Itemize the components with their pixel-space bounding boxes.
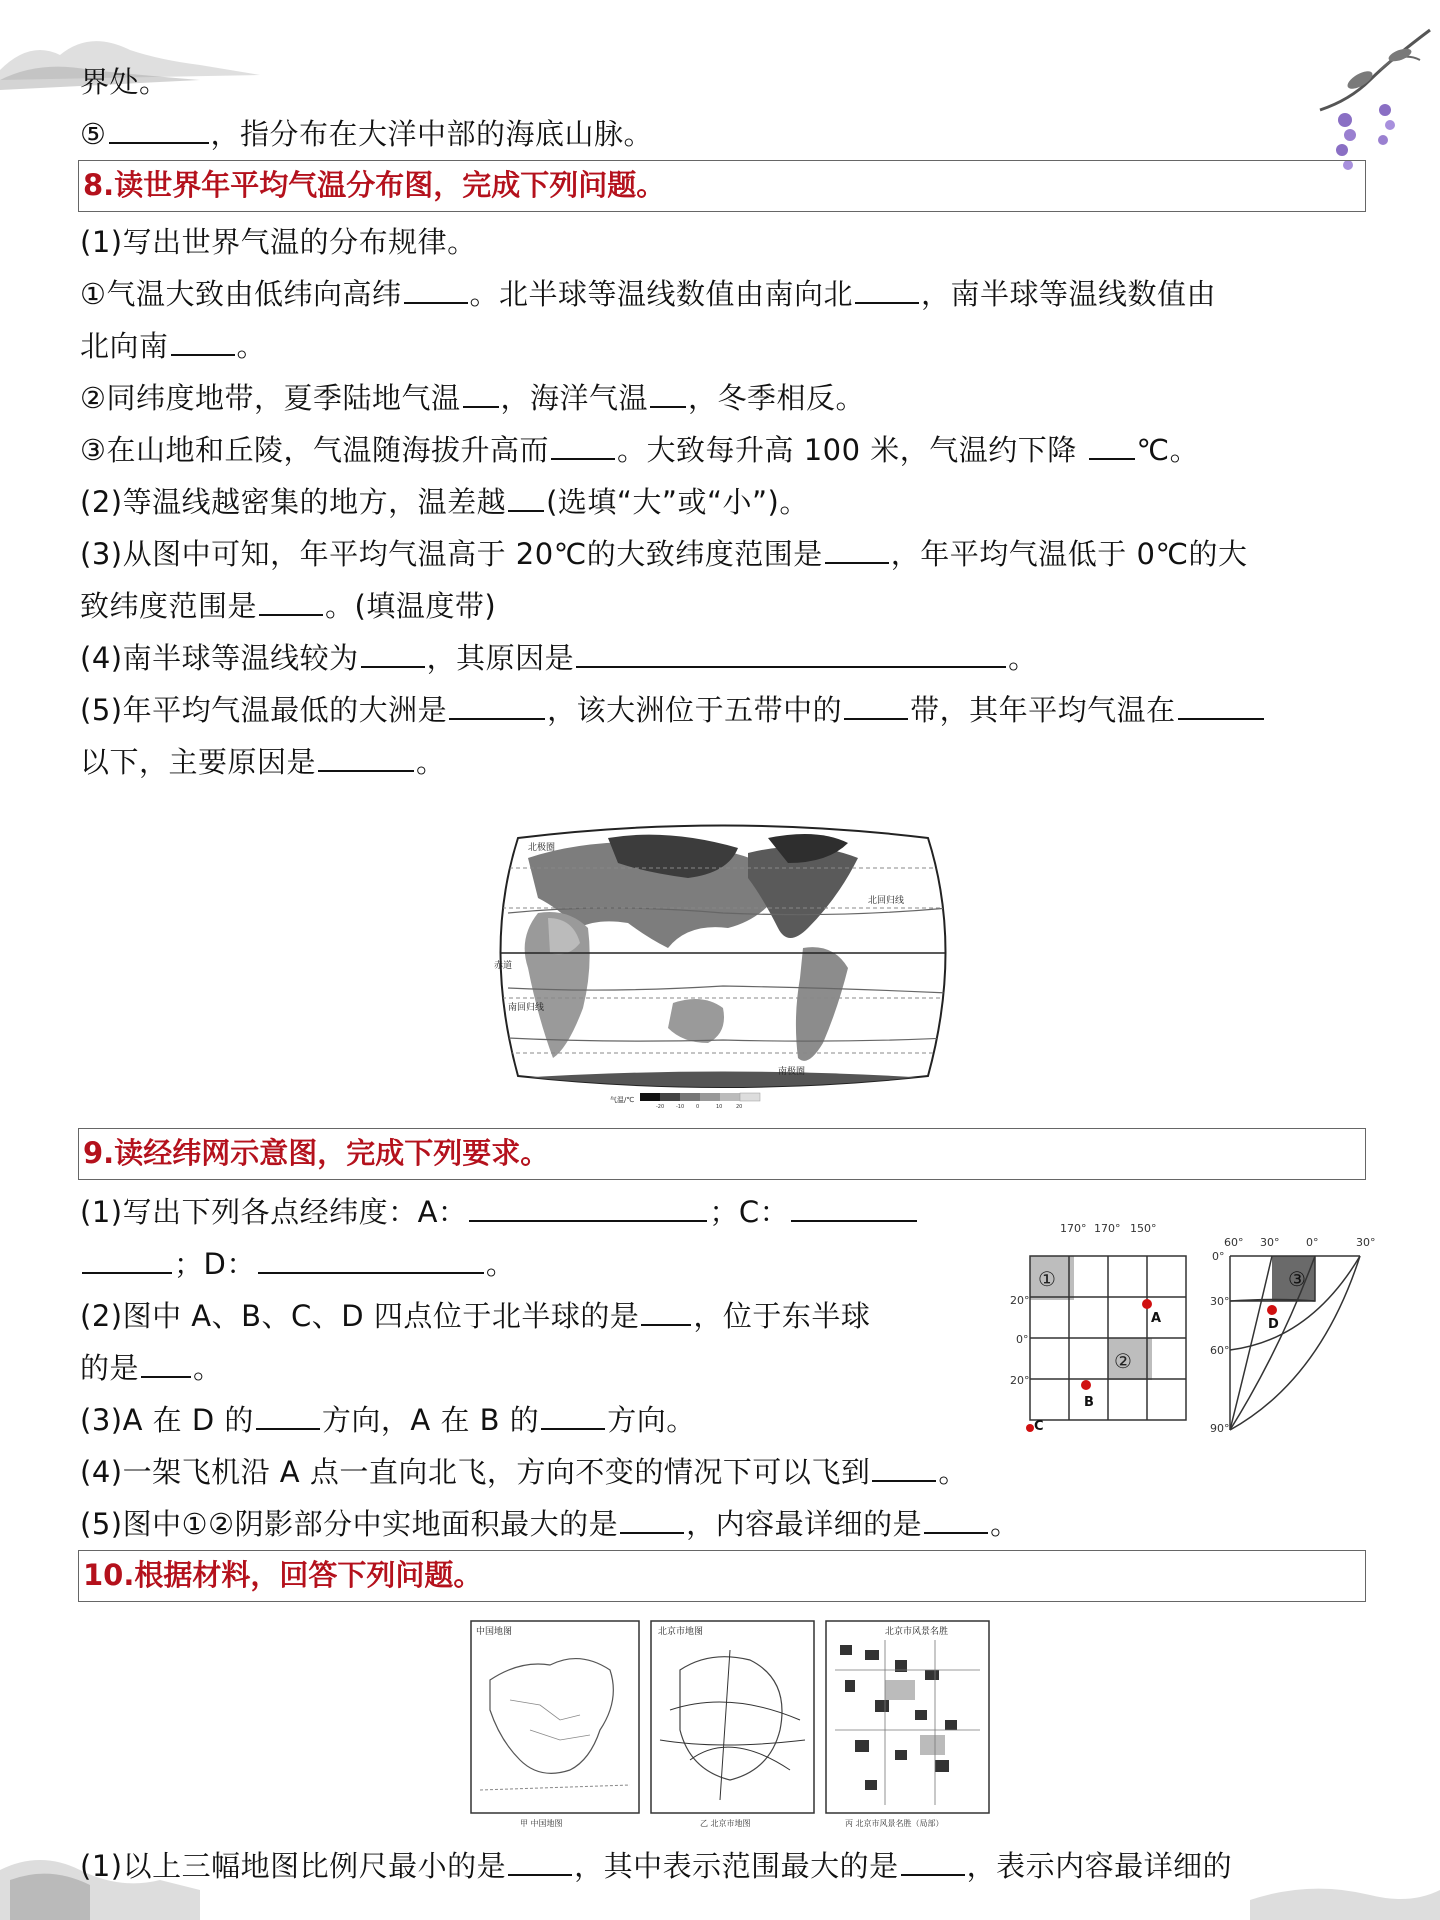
polar-left-label: 60° (1210, 1344, 1230, 1357)
legend-tick: -20 (656, 1104, 665, 1110)
point-d (1267, 1305, 1277, 1315)
blank[interactable] (82, 1246, 172, 1274)
blank[interactable] (844, 692, 908, 720)
point-b-label: B (1084, 1395, 1094, 1410)
q9-part2: (2)图中 A、B、C、D 四点位于北半球的是 ，位于东半球 (80, 1299, 871, 1333)
blank[interactable] (641, 1298, 691, 1326)
blank[interactable] (855, 276, 919, 304)
legend-tick: -10 (676, 1104, 685, 1110)
blank[interactable] (551, 432, 615, 460)
q8-part4: (4)南半球等温线较为 ，其原因是 。 (80, 641, 1038, 675)
q8-part1-a: ①气温大致由低纬向高纬 。北半球等温线数值由南向北 ，南半球等温线数值由 (80, 277, 1217, 311)
point-c-label: C (1034, 1419, 1044, 1434)
blank[interactable] (463, 380, 499, 408)
blank[interactable] (404, 276, 468, 304)
map-header: 北京市地图 (658, 1627, 704, 1637)
q8-part5: (5)年平均气温最低的大洲是 ，该大洲位于五带中的 带，其年平均气温在 (80, 690, 1266, 730)
text-fragment: 界处。 (80, 65, 169, 99)
cell-1-label: ① (1038, 1267, 1056, 1291)
blank[interactable] (256, 1402, 320, 1430)
legend-tick: 10 (716, 1104, 723, 1110)
blank[interactable] (791, 1194, 917, 1222)
ink-bottom-right-decoration (1250, 1840, 1440, 1920)
q9-part1: (1)写出下列各点经纬度：A： ；C： (80, 1192, 919, 1232)
lat-lon-grid-figure (1010, 1218, 1198, 1438)
question-8-title: 8.读世界年平均气温分布图，完成下列问题。 (83, 168, 666, 202)
left-label: 20° (1010, 1294, 1030, 1307)
q8-part1-b: ②同纬度地带，夏季陆地气温 ，海洋气温 ，冬季相反。 (80, 381, 866, 415)
question-10-title: 10.根据材料，回答下列问题。 (83, 1558, 483, 1592)
blank[interactable] (650, 380, 686, 408)
equator-label: 赤道 (494, 961, 513, 971)
q9-part5: (5)图中①②阴影部分中实地面积最大的是 ，内容最详细的是 。 (80, 1507, 1020, 1541)
map-caption: 乙 北京市地图 (700, 1819, 751, 1828)
q8-part1: (1)写出世界气温的分布规律。 (80, 225, 477, 259)
map-header: 北京市风景名胜 (885, 1627, 949, 1637)
q9-part2-cont: 的是 。 (80, 1351, 223, 1385)
q10-part1: (1)以上三幅地图比例尺最小的是 ，其中表示范围最大的是 ，表示内容最详细的 (80, 1849, 1233, 1883)
blank[interactable] (620, 1506, 684, 1534)
world-temperature-map (488, 818, 958, 1108)
polar-top-label: 0° (1306, 1236, 1319, 1249)
point-b (1081, 1380, 1091, 1390)
question-10-header (78, 1550, 1366, 1602)
point-d-label: D (1268, 1317, 1279, 1332)
china-map (470, 1620, 640, 1830)
top-label: 150° (1130, 1222, 1157, 1235)
polar-grid-figure (1210, 1230, 1380, 1440)
question-9-title: 9.读经纬网示意图，完成下列要求。 (83, 1136, 550, 1170)
legend-tick: 20 (736, 1104, 743, 1110)
left-label: 20° (1010, 1374, 1030, 1387)
blank[interactable] (469, 1194, 707, 1222)
q8-part5-cont: 以下，主要原因是 。 (80, 745, 446, 779)
q8-part1-c: ③在山地和丘陵，气温随海拔升高而 。大致每升高 100 米，气温约下降 ℃。 (80, 433, 1200, 467)
blank[interactable] (872, 1454, 936, 1482)
map-caption: 丙 北京市风景名胜（局部） (845, 1819, 944, 1828)
map-caption: 甲 中国地图 (520, 1819, 563, 1828)
blank[interactable] (259, 588, 323, 616)
item-5-line: ⑤ ，指分布在大洋中部的海底山脉。 (80, 117, 654, 151)
blank[interactable] (901, 1848, 965, 1876)
q8-part3: (3)从图中可知，年平均气温高于 20℃的大致纬度范围是 ，年平均气温低于 0℃的大 (80, 537, 1248, 571)
polar-left-label: 90° (1210, 1422, 1230, 1435)
blank[interactable] (449, 692, 545, 720)
blank[interactable] (508, 484, 544, 512)
blank[interactable] (141, 1350, 191, 1378)
q9-part3: (3)A 在 D 的 方向，A 在 B 的 方向。 (80, 1403, 696, 1437)
top-label: 170° (1094, 1222, 1121, 1235)
map-header: 中国地图 (476, 1627, 513, 1637)
blank[interactable] (924, 1506, 988, 1534)
question-9-header (78, 1128, 1366, 1180)
blank[interactable] (1089, 432, 1135, 460)
beijing-scenic-map (825, 1620, 990, 1830)
blank[interactable] (171, 328, 235, 356)
north-polar-label: 北极圈 (528, 843, 556, 853)
blank[interactable] (1178, 692, 1264, 720)
south-polar-label: 南极圈 (778, 1067, 806, 1077)
beijing-map (650, 1620, 815, 1830)
legend-label: 气温/℃ (610, 1096, 635, 1104)
left-label: 0° (1016, 1333, 1029, 1346)
blank[interactable] (825, 536, 889, 564)
blank[interactable] (508, 1848, 572, 1876)
q8-part1-a-cont: 北向南 。 (80, 329, 267, 363)
legend-tick: 0 (696, 1104, 700, 1110)
q9-part1-cont: ；D： 。 (80, 1244, 515, 1284)
blank[interactable] (258, 1246, 484, 1274)
polar-top-label: 30° (1260, 1236, 1280, 1249)
blank[interactable] (576, 640, 1006, 668)
blank[interactable] (318, 744, 414, 772)
top-label: 170° (1060, 1222, 1087, 1235)
polar-top-label: 60° (1224, 1236, 1244, 1249)
point-c (1026, 1424, 1034, 1432)
q8-part2: (2)等温线越密集的地方，温差越 (选填“大”或“小”)。 (80, 485, 809, 519)
q9-part4: (4)一架飞机沿 A 点一直向北飞，方向不变的情况下可以飞到 。 (80, 1455, 968, 1489)
polar-left-label: 0° (1212, 1250, 1225, 1263)
blank[interactable] (109, 116, 209, 144)
polar-top-label: 30° (1356, 1236, 1376, 1249)
cell-3-label: ③ (1288, 1267, 1306, 1291)
q8-part3-cont: 致纬度范围是 。(填温度带) (80, 589, 497, 623)
point-a (1142, 1299, 1152, 1309)
point-a-label: A (1151, 1311, 1162, 1326)
blank[interactable] (361, 640, 425, 668)
wisteria-branch-decoration (1290, 20, 1440, 180)
question-8-header (78, 160, 1366, 212)
cell-2-label: ② (1114, 1349, 1132, 1373)
tropic-capricorn-label: 南回归线 (508, 1003, 545, 1013)
tropic-cancer-label: 北回归线 (868, 896, 905, 906)
polar-left-label: 30° (1210, 1295, 1230, 1308)
temperature-legend (640, 1093, 760, 1101)
blank[interactable] (541, 1402, 605, 1430)
